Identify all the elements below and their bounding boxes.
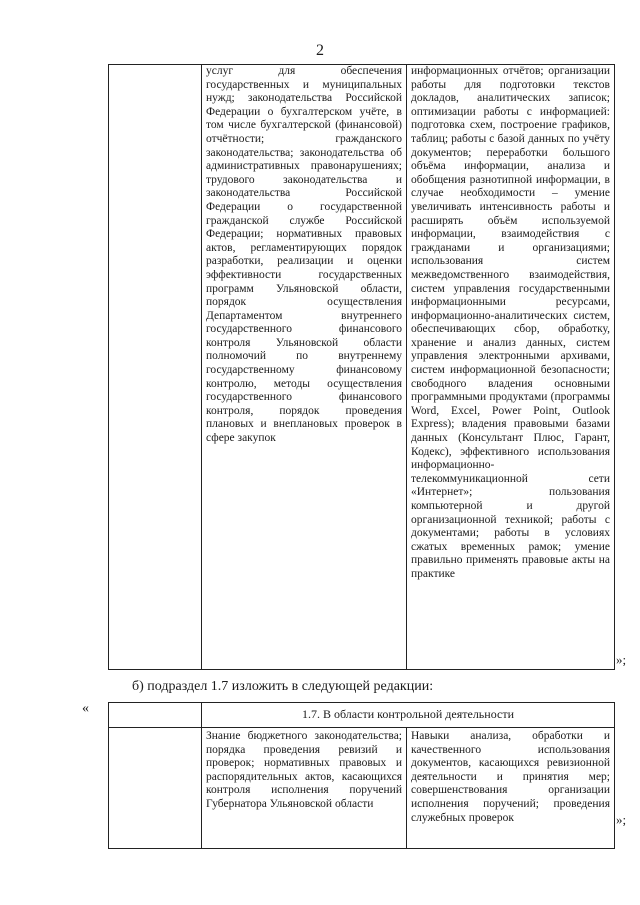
knowledge-cell: услуг для обеспечения государственных и муниципальных нужд; законодательства Российской Федерации о бухгалтерском учёте, в том числе бухгалтерской (финансовой) отчётности; гражданского законодательства; законодательства об административных правонарушениях; трудового законодательства и законодательства Российской Федерации о государственной гражданской службе Российской Федерации; нормативных правовых актов, регламентирующих порядок разработки, реализации и оценки эффективности государственных программ Ульяновской области, порядок осуществления Департаментом внутреннего государственного финансового контроля Ульяновской области полномочий по внутреннему государственному финансовому контролю, методы осуществления государственного финансового контроля, порядок проведения плановых и внеплановых проверок в сфере закупок: [202, 65, 407, 670]
section-header: 1.7. В области контрольной деятельности: [202, 703, 615, 728]
closing-quote: »;: [616, 652, 627, 667]
table-row: [109, 65, 615, 670]
empty-cell: [109, 65, 202, 670]
table-row: [109, 728, 615, 849]
skills-cell: Навыки анализа, обработки и качественного использования документов, касающихся ревизионной деятельности и принятия мер; совершенствования организации исполнения поручений; проведения служебных проверок: [407, 728, 615, 849]
table-header-row: [109, 703, 615, 728]
control-activity-table: [108, 702, 615, 849]
subsection-instruction: б) подраздел 1.7 изложить в следующей редакции:: [132, 679, 434, 694]
competency-table-continued: [108, 64, 615, 670]
page-number: 2: [316, 42, 324, 59]
knowledge-cell: Знание бюджетного законодательства; порядка проведения ревизий и проверок; нормативных правовых и распорядительных актов, касающихся контроля исполнения поручений Губернатора Ульяновской области: [202, 728, 407, 849]
skills-cell: информационных отчётов; организации работы для подготовки текстов докладов, аналитических записок; оптимизации работы с информацией: подготовка схем, построение графиков, таблиц; работы с базой данных по учёту документов; переработки большого объёма информации, анализа и обобщения разнотипной информации, в случае необходимости – умение увеличивать интенсивность работы и расширять объём используемой информации, взаимодействия с гражданами и организациями; использования систем межведомственного взаимодействия, систем управления государственными информационными ресурсами, информационно-аналитических систем, обеспечивающих сбор, обработку, хранение и анализ данных, систем управления электронными архивами, систем информационной безопасности; свободного владения основными программными продуктами (программы Word, Excel, Power Point, Outlook Express); владения правовыми базами данных (Консультант Плюс, Гарант, Кодекс), эффективного использования информационно-телекоммуникационной сети «Интернет»; пользования компьютерной и другой организационной техникой; работы с документами; работы в условиях сжатых временных рамок; умение правильно применять правовые акты на практике: [407, 65, 615, 670]
empty-cell: [109, 703, 202, 728]
opening-quote: «: [82, 701, 89, 716]
empty-cell: [109, 728, 202, 849]
closing-quote: »;: [616, 812, 627, 827]
